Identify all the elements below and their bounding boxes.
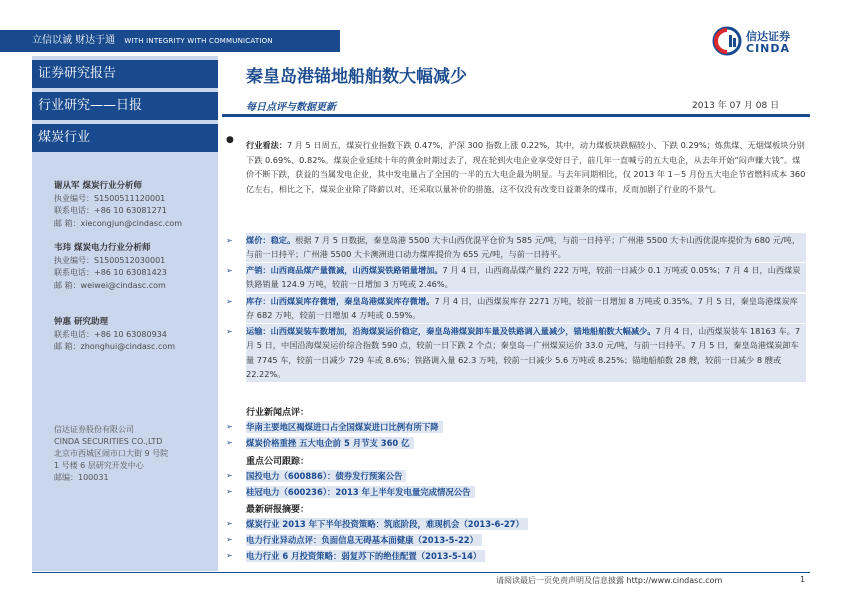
footer-disclaimer: 请阅读最后一页免责声明及信息披露 http://www.cindasc.com (496, 576, 723, 585)
industry-view-paragraph (246, 138, 806, 196)
production-paragraph (246, 263, 806, 292)
slogan-cn: 立信以诚 财达于通 (32, 35, 116, 46)
analyst-name: 韦玮 煤炭电力行业分析师 (54, 243, 151, 253)
arrow-bullet-icon: ➢ (226, 422, 233, 431)
arrow-bullet-icon: ➢ (226, 535, 233, 544)
price-heading: 煤价：稳定。 (246, 235, 296, 245)
research-item[interactable]: 电力行业异动点评：负面信息无碍基本面健康（2013-5-22） (246, 534, 482, 546)
company-address: 北京市西城区闹市口大街 9 号院 (54, 449, 169, 458)
analyst-card (54, 242, 224, 292)
industry-view-label: 行业看法： (246, 140, 287, 150)
footer-divider (32, 572, 810, 573)
arrow-bullet-icon: ➢ (226, 519, 233, 528)
analyst-card (54, 316, 224, 354)
arrow-bullet-icon: ➢ (226, 471, 233, 480)
title-divider (222, 114, 810, 117)
inventory-paragraph (246, 294, 806, 323)
analyst-card (54, 180, 224, 230)
company-item[interactable]: 桂冠电力（600236）：2013 年上半年发电量完成情况公告 (246, 486, 475, 498)
company-tracking-heading: 重点公司跟踪： (246, 457, 310, 467)
company-item[interactable]: 国投电力（600886）：债券发行预案公告 (246, 470, 406, 482)
arrow-bullet-icon: ➢ (226, 266, 233, 275)
company-postcode: 邮编：100031 (54, 473, 109, 482)
company-name-cn: 信达证券股份有限公司 (54, 425, 134, 434)
arrow-bullet-icon: ➢ (226, 487, 233, 496)
sidebar-report-type: 证券研究报告 (32, 60, 218, 88)
news-heading: 行业新闻点评： (246, 408, 310, 418)
research-item[interactable]: 电力行业 6 月投资策略：弱复苏下的绝佳配置（2013-5-14） (246, 550, 485, 562)
arrow-bullet-icon: ➢ (226, 236, 233, 245)
inventory-text: 7 月 4 日，山西煤炭库存 2271 万吨，较前一日增加 8 万吨或 0.35%。7 月 5 日，秦皇岛港煤炭库存 682 万吨，较前一日增加 4 万吨或 0.59%。 (246, 296, 798, 321)
sidebar (32, 56, 218, 571)
analyst-license: 执业编号：S1500512030001 (54, 255, 166, 265)
sidebar-report-category: 行业研究——日报 (32, 92, 218, 120)
news-item[interactable]: 煤炭价格重挫 五大电企前 5 月节支 360 亿 (246, 437, 414, 449)
page-header (0, 0, 842, 56)
arrow-bullet-icon: ➢ (226, 297, 233, 306)
analyst-email: 邮 箱：zhonghui@cindasc.com (54, 342, 176, 351)
research-item[interactable]: 煤炭行业 2013 年下半年投资策略：筑底阶段，难现机会（2013-6-27） (246, 518, 528, 530)
transport-text: 7 月 4 日，山西煤炭装车 18163 车。7 月 5 日，中国沿海煤炭运价综合指数 590 点，较前一日下跌 2 个点；秦皇岛－广州煤炭运价 33.0 元/吨，与前一日持平。7 月 5 日，秦皇岛港煤炭卸车量 7745 车，较前一日减少 729 车或 8.6%；铁路调入量 62.3 万吨，较前一日减少 5.6 万吨或 8.25%；锚地船舶数 28 艘，较前一日减少 8 艘或 22.22%。 (246, 326, 801, 380)
sidebar-industry: 煤炭行业 (32, 124, 218, 152)
page-title: 秦皇岛港锚地船舶数大幅减少 (246, 67, 467, 87)
slogan-en: WITH INTEGRITY WITH COMMUNICATION (124, 37, 273, 45)
transport-paragraph (246, 324, 806, 382)
industry-view-text: 7 月 5 日周五，煤炭行业指数下跌 0.47%，沪深 300 指数上涨 0.22%，其中，动力煤板块跌幅较小、下跌 0.29%；炼焦煤、无烟煤板块分别下跌 0.69%、0.82%。煤炭企业延续十年的黄金时期过去了，现在轮到火电企业享受好日子，前几年一直喊亏的五大电企，从去年开始“闷声赚大钱”。煤价不断下跌，获益的当属发电企业，其中发电量占了全国的一半的五大电企最为明显。与去年同期相比，仅 2013 年 1－5 月份五大电企节省燃料成本 360 亿左右，相比之下，煤炭企业除了降薪以对，还采取以量补价的措施，这不仅没有改变日益萧条的煤市，反而加剧了行业的不景气。 (246, 140, 806, 194)
price-paragraph (246, 233, 806, 262)
news-item[interactable]: 华南主要地区褐煤进口占全国煤炭进口比例有所下降 (246, 421, 443, 433)
inventory-heading: 库存：山西煤炭库存微增，秦皇岛港煤炭库存微增。 (246, 296, 435, 306)
analyst-email: 邮 箱：xiecongjun@cindasc.com (54, 218, 183, 228)
bullet-icon: ● (226, 135, 234, 145)
company-address-2: 1 号楼 6 层研究开发中心 (54, 461, 144, 470)
company-name-en: CINDA SECURITIES CO.,LTD (54, 437, 163, 446)
analyst-license: 执业编号：S1500511120001 (54, 193, 166, 203)
logo-en-text: CINDA (746, 42, 791, 55)
production-text: 7 月 4 日，山西商品煤产量约 222 万吨，较前一日减少 0.1 万吨或 0.05%；7 月 4 日，山西煤炭铁路销量 124.9 万吨，较前一日增加 3 万吨或 2.46%。 (246, 265, 801, 290)
arrow-bullet-icon: ➢ (226, 327, 233, 336)
arrow-bullet-icon: ➢ (226, 551, 233, 560)
production-heading: 产销：山西商品煤产量微减，山西煤炭铁路销量增加。 (246, 265, 443, 275)
analyst-phone: 联系电话：+86 10 63081423 (54, 268, 167, 277)
research-heading: 最新研报摘要： (246, 505, 310, 515)
price-text: 根据 7 月 5 日数据，秦皇岛港 5500 大卡山西优混平仓价为 585 元/吨，与前一日持平；广州港 5500 大卡山西优混库提价为 680 元/吨，与前一日持平；广州港 5500 大卡澳洲进口动力煤库提价为 655 元/吨，与前一日持平。 (246, 235, 801, 260)
report-subtitle: 每日点评与数据更新 (246, 102, 336, 113)
analyst-email: 邮 箱：weiwei@cindasc.com (54, 280, 166, 290)
company-info (54, 424, 224, 484)
company-logo (712, 26, 808, 56)
logo-cn-text: 信达证券 (746, 30, 790, 43)
report-date: 2013 年 07 月 08 日 (692, 101, 780, 111)
slogan-strip (0, 30, 340, 52)
page-number: 1 (800, 575, 806, 584)
analyst-name: 谢从军 煤炭行业分析师 (54, 181, 142, 191)
analyst-phone: 联系电话：+86 10 63080934 (54, 329, 167, 339)
analyst-name: 钟惠 研究助理 (54, 317, 108, 327)
analyst-phone: 联系电话：+86 10 63081271 (54, 206, 167, 215)
transport-heading: 运输：山西煤炭装车数增加，沿海煤炭运价稳定，秦皇岛港煤炭卸车量及铁路调入量减少，锚地船舶数大幅减少。 (246, 326, 656, 336)
cinda-logo-icon (712, 26, 742, 56)
arrow-bullet-icon: ➢ (226, 438, 233, 447)
